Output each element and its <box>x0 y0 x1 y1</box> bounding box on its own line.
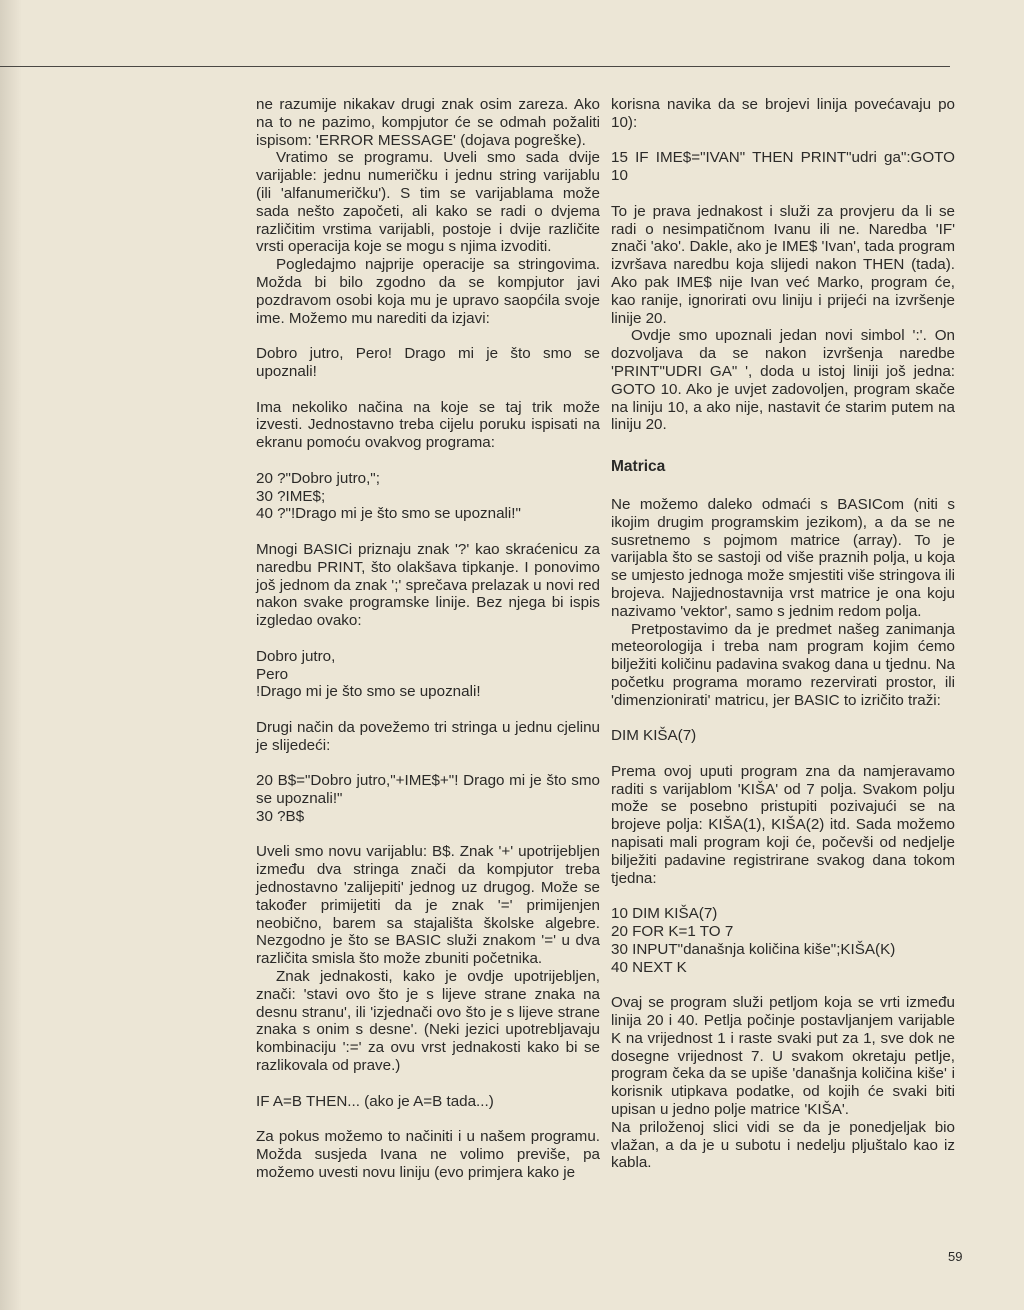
paragraph: Drugi način da povežemo tri stringa u jednu cjelinu je slijedeći: <box>256 718 600 754</box>
code-line: IF A=B THEN... (ako je A=B tada...) <box>256 1092 494 1110</box>
paragraph: Ne možemo daleko odmaći s BASICom (niti s ikojim drugim programskim jezikom), a da se ne susretnemo s pojmom matrice (array). To je varijabla što se sastoji od više praznih polja, u koja se umjesto jednoga može smjestiti više stringova ili brojeva. Najjednostavnija vrst matrice je ona koju nazivamo 'vektor', samo s jednim redom polja. <box>611 495 955 620</box>
code-line: !Drago mi je što smo se upoznali! <box>256 683 481 701</box>
code-line: 20 FOR K=1 TO 7 <box>611 923 734 941</box>
paragraph: Na priloženoj slici vidi se da je ponedjeljak bio vlažan, a da je u subotu i nedelju pljuštalo kao iz kabla. <box>611 1118 955 1172</box>
paragraph: Ovaj se program služi petljom koja se vrti između linija 20 i 40. Petlja počinje postavljanjem varijable K na vrijednost 1 i raste svaki put za 1, sve dok ne dosegne vrijednost 7. U svakom okretaju petlje, program čeka da se upiše 'današnja količina kiše' i korisnik utipkava podatke, od kojih će svaki biti upisan u jedno polje matrice 'KIŠA'. <box>611 994 955 1119</box>
paragraph: Za pokus možemo to načiniti i u našem programu. Možda susjeda Ivana ne volimo previše, pa možemo uvesti novu liniju (evo primjera kako je <box>256 1128 600 1181</box>
paragraph: Uveli smo novu varijablu: B$. Znak '+' upotrijebljen između dva stringa znači da kompjutor treba jednostavno 'zalijepiti' jednog uz drugog. Može se također primijetiti da je znak '=' primijenjen neobično, barem sa stajališta školske algebre. Nezgodno je što se BASIC služi znakom '=' u dva različita smisla što može zbuniti početnika. <box>256 843 600 968</box>
code-line: 30 ?B$ <box>256 807 305 825</box>
code-line: Dobro jutro, <box>256 647 336 665</box>
page-edge-shadow <box>0 0 22 1310</box>
paragraph: Mnogi BASICi priznaju znak '?' kao skraćenicu za naredbu PRINT, što olakšava tipkanje. I ponovimo još jednom da znak ';' sprečava prelazak u novi red nakon svake programske linije. Bez njega bi ispis izgledao ovako: <box>256 540 600 630</box>
code-line: 30 INPUT"današnja količina kiše";KIŠA(K) <box>611 940 896 958</box>
paragraph: Ovdje smo upoznali jedan novi simbol ':'. On dozvoljava da se nakon izvršenja naredbe 'PRINT"UDRI GA" ', doda u istoj liniji još jedna: GOTO 10. Ako je uvjet zadovoljen, program skače na liniju 10, a ako nije, nastavit će starim putem na liniju 20. <box>611 327 955 434</box>
code-line: 40 NEXT K <box>611 958 687 976</box>
section-heading: Matrica <box>611 458 666 476</box>
left-column <box>256 96 600 1182</box>
paragraph: Prema ovoj uputi program zna da namjeravamo raditi s varijablom 'KIŠA' od 7 polja. Svakom polju može se posebno pristupiti pozivajući se na brojeve polja: KIŠA(1), KIŠA(2) itd. Sada možemo napisati mali program koji će, počevši od nedjelje bilježiti padavine registrirane svakog dana tokom tjedna: <box>611 762 955 887</box>
paragraph: ne razumije nikakav drugi znak osim zareza. Ako na to ne pazimo, kompjutor će se odmah požaliti ispisom: 'ERROR MESSAGE' (dojava pogreške). <box>256 96 600 149</box>
paragraph: Vratimo se programu. Uveli smo sada dvije varijable: jednu numeričku i jednu string varijablu (ili 'alfanumeričku'). S tim se varijablama može sada nešto započeti, ali kako se radi o dvjema različitim vrstima varijabli, postoje i dvije različite vrsti operacija koje se mogu s njima izvoditi. <box>256 149 600 256</box>
code-line: 10 DIM KIŠA(7) <box>611 905 718 923</box>
code-line: 30 ?IME$; <box>256 487 326 505</box>
right-column <box>611 96 955 1172</box>
paragraph: 20 B$="Dobro jutro,"+IME$+"! Drago mi je što smo se upoznali!" <box>256 772 600 808</box>
paragraph: Pogledajmo najprije operacije sa stringovima. Možda bi bilo zgodno da se kompjutor javi pozdravom osobi koja mu je upravo saopćila svoje ime. Možemo mu narediti da izjavi: <box>256 256 600 327</box>
code-line: 40 ?"!Drago mi je što smo se upoznali!" <box>256 505 521 523</box>
code-line: 20 ?"Dobro jutro,"; <box>256 469 380 487</box>
paragraph: korisna navika da se brojevi linija povećavaju po 10): <box>611 96 955 131</box>
code-line: DIM KIŠA(7) <box>611 727 697 745</box>
page-number: 59 <box>948 1249 963 1264</box>
top-rule <box>0 66 950 67</box>
paragraph: 15 IF IME$="IVAN" THEN PRINT"udri ga":GOTO 10 <box>611 149 955 185</box>
paragraph: To je prava jednakost i služi za provjeru da li se radi o nesimpatičnom Ivanu ili ne. Naredba 'IF' znači 'ako'. Dakle, ako je IME$ 'Ivan', tada program izvršava naredbu koja slijedi nakon THEN (tada). Ako pak IME$ nije Ivan već Marko, program će, kao ranije, ignorirati ovu liniju i prijeći na izvršenje linije 20. <box>611 202 955 327</box>
paragraph: Dobro jutro, Pero! Drago mi je što smo se upoznali! <box>256 345 600 380</box>
paragraph: Ima nekoliko načina na koje se taj trik može izvesti. Jednostavno treba cijelu poruku ispisati na ekranu pomoću ovakvog programa: <box>256 398 600 452</box>
code-line: Pero <box>256 665 289 683</box>
paragraph: Znak jednakosti, kako je ovdje upotrijebljen, znači: 'stavi ovo što je s lijeve strane znaka na desnu stranu', ili 'izjednači ovo što je s lijeve strane znaka s onim s desne'. (Neki jezici upotrebljavaju kombinaciju ':=' za ovu vrst jednakosti kako bi se razlikovala od prave.) <box>256 968 600 1075</box>
paragraph: Pretpostavimo da je predmet našeg zanimanja meteorologija i treba nam program kojim ćemo bilježiti količinu padavina svakog dana u tjednu. Na početku programa moramo rezervirati prostor, ili 'dimenzionirati' matricu, jer BASIC to izričito traži: <box>611 620 955 709</box>
